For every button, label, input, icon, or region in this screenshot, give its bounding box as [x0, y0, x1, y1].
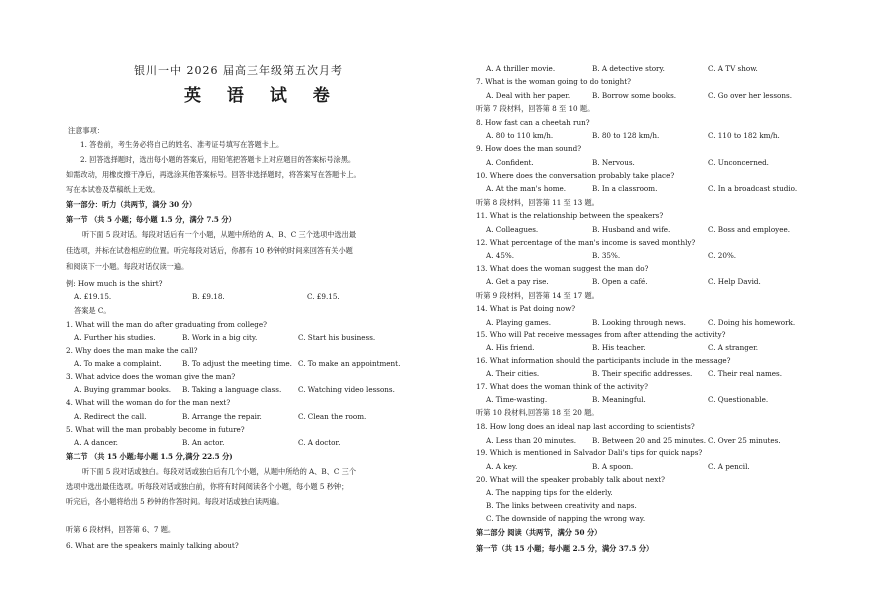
option-c: C. Go over her lessons.	[708, 91, 792, 100]
note-item: 如需改动，用橡皮擦干净后，再选涂其他答案标号。回答非选择题时，将答案写在答题卡上。	[66, 170, 361, 179]
option-c: C. To make an appointment.	[298, 359, 401, 368]
option-b: B. Open a café.	[592, 277, 648, 286]
notes-heading: 注意事项：	[68, 126, 104, 135]
option-c: C. Help David.	[708, 277, 761, 286]
question-5: 5. What will the man probably become in future?	[66, 425, 245, 434]
option-b: B. The links between creativity and naps.	[486, 501, 637, 510]
example-option-b: B. £9.18.	[192, 292, 225, 301]
example-option-c: C. £9.15.	[307, 292, 340, 301]
option-c: C. Over 25 minutes.	[708, 436, 781, 445]
option-b: B. Meaningful.	[592, 395, 646, 404]
question-19: 19. Which is mentioned in Salvador Dali's tips for quick naps?	[476, 448, 703, 457]
option-c: C. The downside of napping the wrong way.	[486, 514, 646, 523]
question-16: 16. What information should the participants include in the message?	[476, 356, 731, 365]
option-a: A. Get a pay rise.	[486, 277, 549, 286]
material-6-7: 听第 6 段材料，回答第 6、7 题。	[66, 525, 176, 534]
option-c: C. Boss and employee.	[708, 225, 791, 234]
option-a: A. Redirect the call.	[74, 412, 147, 421]
option-a: A. Buying grammar books.	[74, 385, 172, 394]
question-10: 10. Where does the conversation probably take place?	[476, 171, 675, 180]
question-9: 9. How does the man sound?	[476, 144, 582, 153]
material-18-20: 听第 10 段材料,回答第 18 至 20 题。	[476, 408, 599, 417]
section2-instruction: 选项中选出最佳选项。听每段对话或独白前，你将有时间阅读各个小题，每小题 5 秒钟；	[66, 482, 349, 491]
example-question: 例: How much is the shirt?	[66, 279, 163, 288]
question-3: 3. What advice does the woman give the man?	[66, 372, 236, 381]
option-b: B. A detective story.	[592, 64, 665, 73]
question-7: 7. What is the woman going to do tonight?	[476, 77, 632, 86]
exam-subject: 英 语 试 卷	[184, 86, 340, 106]
option-b: B. Their specific addresses.	[592, 369, 693, 378]
option-c: C. A doctor.	[298, 438, 341, 447]
question-8: 8. How fast can a cheetah run?	[476, 118, 590, 127]
option-b: B. 35%.	[592, 251, 621, 260]
option-c: C. Their real names.	[708, 369, 783, 378]
option-a: A. The napping tips for the elderly.	[486, 488, 613, 497]
question-15: 15. Who will Pat receive messages from after attending the activity?	[476, 330, 726, 339]
option-b: B. Between 20 and 25 minutes.	[592, 436, 706, 445]
section2-instruction: 听下面 5 段对话或独白。每段对话或独白后有几个小题，从题中所给的 A、B、C 三个	[82, 467, 357, 476]
option-a: A. Colleagues.	[486, 225, 539, 234]
part1-heading: 第一部分：听力（共两节，满分 30 分）	[66, 200, 197, 209]
note-item: 1. 答卷前，考生务必将自己的姓名、准考证号填写在答题卡上。	[80, 140, 284, 149]
question-13: 13. What does the woman suggest the man do?	[476, 264, 649, 273]
option-c: C. Questionable.	[708, 395, 769, 404]
part2-section1-heading: 第一节（共 15 小题；每小题 2.5 分，满分 37.5 分）	[476, 544, 654, 553]
option-c: C. Watching video lessons.	[298, 385, 395, 394]
example-option-a: A. £19.15.	[74, 292, 112, 301]
option-a: A. A thriller movie.	[486, 64, 556, 73]
option-c: C. Unconcerned.	[708, 158, 769, 167]
option-a: A. A key.	[486, 462, 518, 471]
option-a: A. Playing games.	[486, 318, 551, 327]
option-c: C. A TV show.	[708, 64, 758, 73]
option-a: A. Time-wasting.	[486, 395, 548, 404]
option-b: B. To adjust the meeting time.	[182, 359, 292, 368]
section2-instruction: 听完后，各小题将给出 5 秒钟的作答时间。每段对话或独白读两遍。	[66, 497, 284, 506]
option-c: C. In a broadcast studio.	[708, 184, 798, 193]
material-14-17: 听第 9 段材料，回答第 14 至 17 题。	[476, 291, 599, 300]
section1-instruction: 听下面 5 段对话。每段对话后有一个小题，从题中所给的 A、B、C 三个选项中选出最	[82, 230, 357, 239]
option-b: B. Work in a big city.	[182, 333, 258, 342]
option-c: C. Clean the room.	[298, 412, 367, 421]
option-b: B. An actor.	[182, 438, 225, 447]
question-18: 18. How long does an ideal nap last according to scientists?	[476, 422, 695, 431]
section2-heading: 第二节 （共 15 小题;每小题 1.5 分,满分 22.5 分)	[66, 452, 233, 461]
material-11-13: 听第 8 段材料，回答第 11 至 13 题。	[476, 198, 599, 207]
option-a: A. Further his studies.	[74, 333, 156, 342]
question-12: 12. What percentage of the man's income is saved monthly?	[476, 238, 696, 247]
option-c: C. Start his business.	[298, 333, 376, 342]
option-a: A. 80 to 110 km/h.	[486, 131, 554, 140]
option-c: C. A pencil.	[708, 462, 750, 471]
question-14: 14. What is Pat doing now?	[476, 304, 576, 313]
section1-instruction: 佳选项，并标在试卷相应的位置。听完每段对话后，你都有 10 秒钟的时间来回答有关小题	[66, 246, 353, 255]
option-c: C. Doing his homework.	[708, 318, 796, 327]
section1-instruction: 和阅读下一小题。每段对话仅读一遍。	[66, 262, 189, 271]
question-4: 4. What will the woman do for the man next?	[66, 398, 231, 407]
example-answer: 答案是 C。	[74, 306, 111, 315]
note-item: 写在本试卷及草稿纸上无效。	[66, 185, 160, 194]
question-20: 20. What will the speaker probably talk about next?	[476, 475, 666, 484]
option-b: B. Borrow some books.	[592, 91, 677, 100]
question-2: 2. Why does the man make the call?	[66, 346, 198, 355]
exam-title: 银川一中 2026 届高三年级第五次月考	[134, 64, 343, 77]
option-a: A. At the man's home.	[486, 184, 567, 193]
option-b: B. 80 to 128 km/h.	[592, 131, 660, 140]
option-b: B. Husband and wife.	[592, 225, 671, 234]
option-b: B. A spoon.	[592, 462, 634, 471]
option-a: A. Confident.	[486, 158, 534, 167]
note-item: 2. 回答选择题时，选出每小题的答案后，用铅笔把答题卡上对应题目的答案标号涂黑。	[80, 155, 356, 164]
option-c: C. 20%.	[708, 251, 737, 260]
section1-heading: 第一节 （共 5 小题；每小题 1.5 分，满分 7.5 分）	[66, 215, 236, 224]
option-b: B. In a classroom.	[592, 184, 658, 193]
option-b: B. Nervous.	[592, 158, 635, 167]
material-8-10: 听第 7 段材料，回答第 8 至 10 题。	[476, 104, 595, 113]
question-6: 6. What are the speakers mainly talking about?	[66, 541, 239, 550]
option-c: C. A stranger.	[708, 343, 758, 352]
option-b: B. Taking a language class.	[182, 385, 282, 394]
option-b: B. His teacher.	[592, 343, 646, 352]
option-c: C. 110 to 182 km/h.	[708, 131, 780, 140]
option-a: A. His friend.	[486, 343, 535, 352]
option-b: B. Looking through news.	[592, 318, 686, 327]
option-b: B. Arrange the repair.	[182, 412, 262, 421]
question-1: 1. What will the man do after graduating from college?	[66, 320, 268, 329]
option-a: A. Their cities.	[486, 369, 540, 378]
option-a: A. To make a complaint.	[74, 359, 162, 368]
question-17: 17. What does the woman think of the activity?	[476, 382, 648, 391]
option-a: A. Less than 20 minutes.	[486, 436, 577, 445]
option-a: A. 45%.	[486, 251, 515, 260]
part2-heading: 第二部分 阅读（共两节，满分 50 分）	[476, 528, 602, 537]
option-a: A. Deal with her paper.	[486, 91, 571, 100]
option-a: A. A dancer.	[74, 438, 118, 447]
question-11: 11. What is the relationship between the speakers?	[476, 211, 664, 220]
